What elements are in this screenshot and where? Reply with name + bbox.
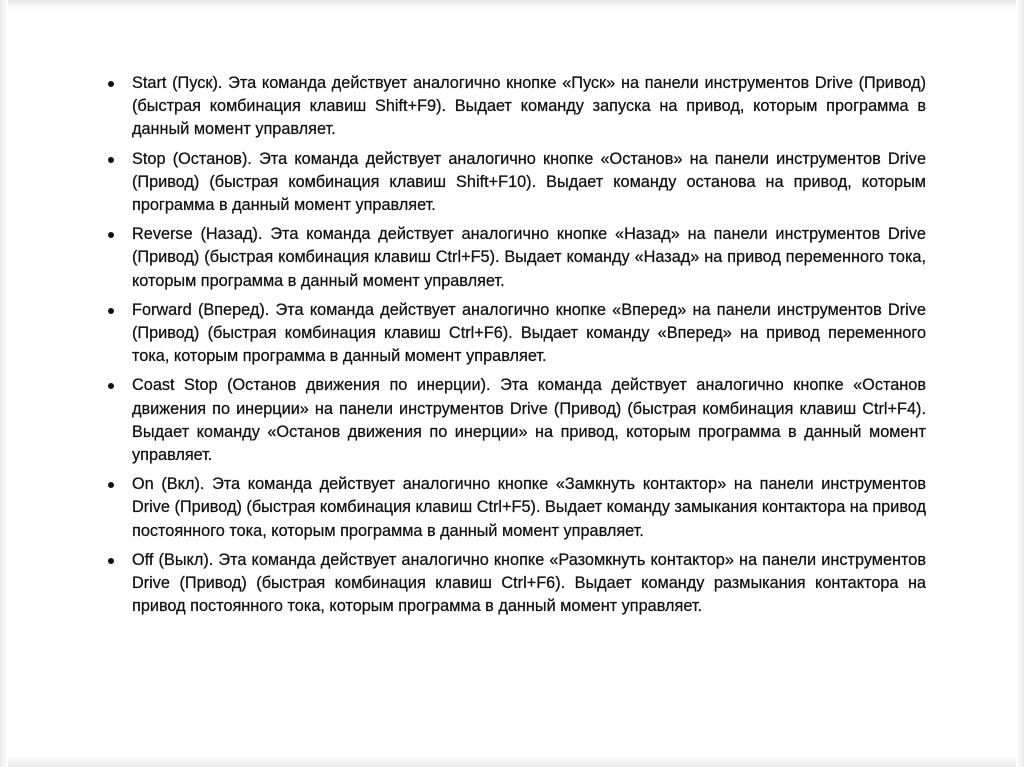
list-item-text: On (Вкл). Эта команда действует аналогично кнопке «Замкнуть контактор» на панели инструментов Drive (Привод) (быстрая комбинация клавиш Ctrl+F5). Выдает команду замыкания контактора на привод постоянного тока, которым программа в данный момент управляет.: [132, 475, 926, 540]
list-item-reverse: [104, 223, 926, 293]
slide-frame-left: [0, 0, 8, 767]
list-item-text: Forward (Вперед). Эта команда действует аналогично кнопке «Вперед» на панели инструментов Drive (Привод) (быстрая комбинация клавиш Ctrl+F6). Выдает команду «Вперед» на привод переменного тока, которым программа в данный момент управляет.: [132, 300, 926, 366]
bullet-icon: [108, 383, 114, 389]
list-item-text: Start (Пуск). Эта команда действует аналогично кнопке «Пуск» на панели инструментов Drive (Привод) (быстрая комбинация клавиш Shift+F9). Выдает команду запуска на привод, которым программа в данный момент управляет.: [132, 74, 926, 139]
bullet-icon: [108, 482, 114, 488]
list-item-text: Off (Выкл). Эта команда действует аналогично кнопке «Разомкнуть контактор» на панели инструментов Drive (Привод) (быстрая комбинация клавиш Ctrl+F6). Выдает команду размыкания контактора на привод постоянного тока, которым программа в данный момент управляет.: [132, 550, 926, 616]
bullet-icon: [108, 157, 114, 163]
slide-content: [104, 72, 926, 624]
list-item-text: Stop (Останов). Эта команда действует аналогично кнопке «Останов» на панели инструментов Drive (Привод) (быстрая комбинация клавиш Shift+F10). Выдает команду останова на привод, которым программа в данный момент управляет.: [132, 149, 926, 215]
list-item-on: [104, 473, 926, 543]
list-item-coast-stop: [104, 374, 926, 467]
list-item-stop: [104, 148, 926, 218]
slide-frame-right: [1016, 0, 1024, 767]
list-item-text: Coast Stop (Останов движения по инерции). Эта команда действует аналогично кнопке «Останов движения по инерции» на панели инструментов Drive (Привод) (быстрая комбинация клавиш Ctrl+F4). Выдает команду «Останов движения по инерции» на привод, которым программа в данный момент управляет.: [132, 376, 926, 465]
slide-frame-bottom: [0, 755, 1024, 767]
list-item-off: [104, 549, 926, 619]
command-list: [104, 72, 926, 618]
list-item-forward: [104, 299, 926, 369]
bullet-icon: [108, 81, 114, 87]
list-item-start: [104, 72, 926, 142]
slide-frame-top: [0, 0, 1024, 10]
bullet-icon: [108, 232, 114, 238]
bullet-icon: [108, 558, 114, 564]
bullet-icon: [108, 308, 114, 314]
list-item-text: Reverse (Назад). Эта команда действует аналогично кнопке «Назад» на панели инструментов Drive (Привод) (быстрая комбинация клавиш Ctrl+F5). Выдает команду «Назад» на привод переменного тока, которым программа в данный момент управляет.: [132, 225, 926, 290]
